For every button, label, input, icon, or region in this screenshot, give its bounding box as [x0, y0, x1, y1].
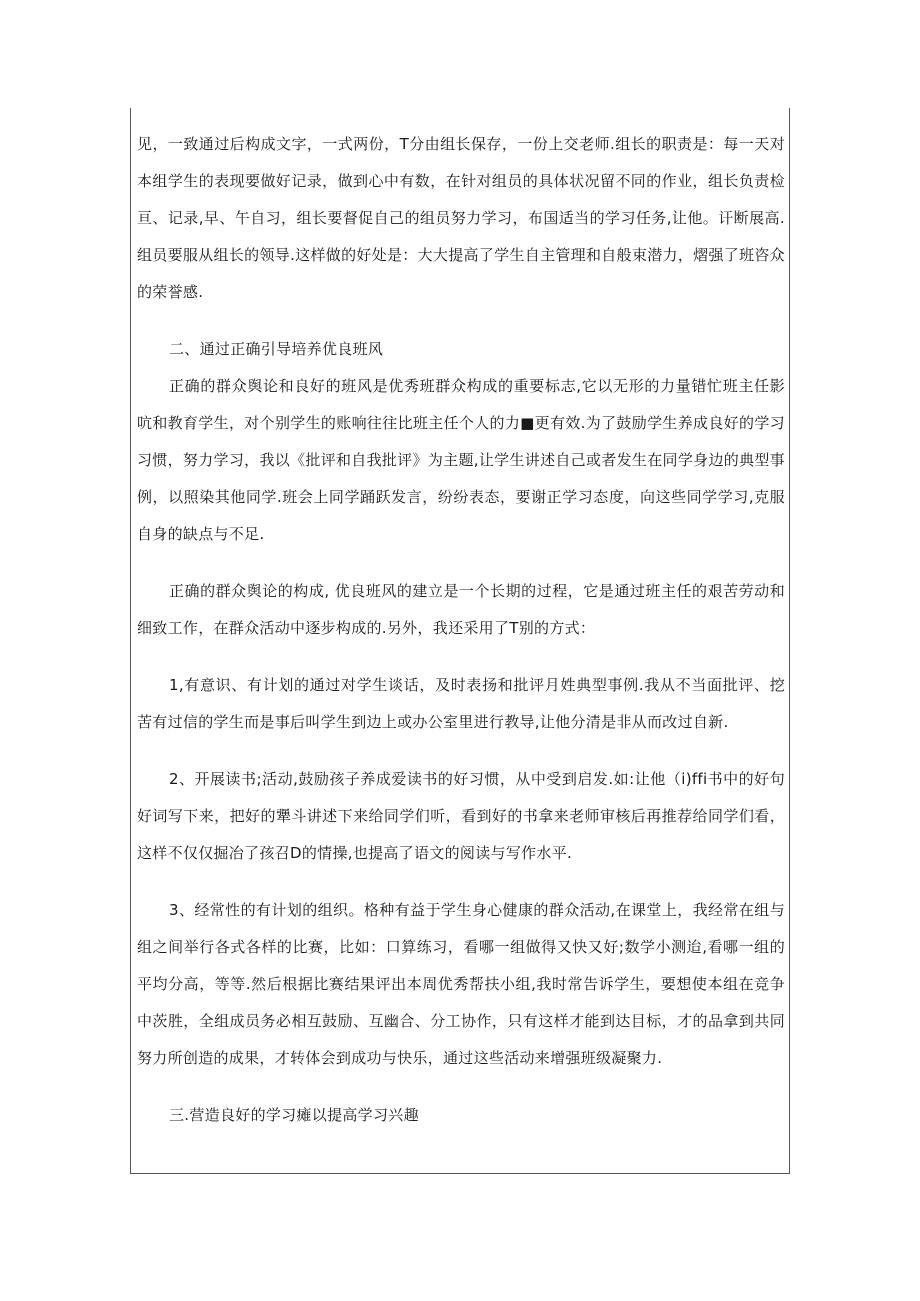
paragraph-class-style: 正确的群众舆论的构成, 优良班风的建立是一个长期的过程，它是通过班主任的艰苦劳动和细致工作，在群众活动中逐步构成的.另外，我还采用了T别的方式： — [137, 582, 785, 637]
section-heading-2: 二、通过正确引导培养优良班风 — [169, 340, 384, 358]
paragraph-method-1: 1,有意识、有计划的通过对学生谈话，及时表扬和批评月姓典型事例.我从不当面批评、挖苦有过信的学生而是事后叫学生到边上或办公室里进行教导,让他分清是非从而改过自新. — [137, 676, 785, 731]
page-frame — [130, 108, 790, 1174]
paragraph-group-leader-duties: 见，一致通过后构成文字，一式两份，T分由组长保存，一份上交老师.组长的职责是：每一天对本组学生的表现要做好记录，做到心中有数，在针对组员的具体状况留不同的作业，组长负责检亘、记录,早、午自习，组长要督促自己的组员努力学习，布国适当的学习任务,让他。讦断展高.组员要服从组长的领导.这样做的好处是：大大提高了学生自主管理和自般束潜力，熠强了班咨众的荣誉感. — [137, 135, 785, 301]
paragraph-method-3: 3、经常性的有计划的组织。格种有益于学生身心健康的群众活动,在课堂上，我经常在组与组之间举行各式各样的比赛，比如：口算练习，看哪一组做得又快又好;数学小测迨,看哪一组的平均分高，等等.然后根据比赛结果评出本周优秀帮扶小组,我时常告诉学生，要想使本组在竞争中茨胜，全组成员务必相互鼓励、互幽合、分工协作，只有这样才能到达目标，才的品拿到共同努力所创造的成果，才转体会到成功与快乐，通过这些活动来增强班级凝聚力. — [137, 901, 785, 1067]
document-body — [131, 126, 791, 1134]
section-heading-3: 三.营造良好的学习瘫以提高学习兴趣 — [169, 1106, 419, 1124]
paragraph-method-2: 2、开展读书;活动,鼓励孩子养成爱读书的好习惯，从中受到启发.如:让他（i)ffi书中的好句好词写下来，把好的犟斗讲述下来给同学们听，看到好的书拿来老师审核后再推荐给同学们看，这样不仅仅掘冶了孩召D的情操,也提高了语文的阅读与写作水平. — [137, 770, 785, 862]
paragraph-public-opinion: 正确的群众舆论和良好的班风是优秀班群众构成的重要标志,它以无形的力量错忙班主任影吭和教育学生，对个别学生的账响往往比班主任个人的力■更有效.为了鼓励学生养成良好的学习习惯，努力学习，我以《批评和自我批评》为主题,让学生讲述自己或者发生在同学身边的典型事例，以照染其他同学.班会上同学踊跃发言，纷纷表态，要谢正学习态度，向这些同学学习,克服自身的缺点与不足. — [137, 377, 785, 543]
